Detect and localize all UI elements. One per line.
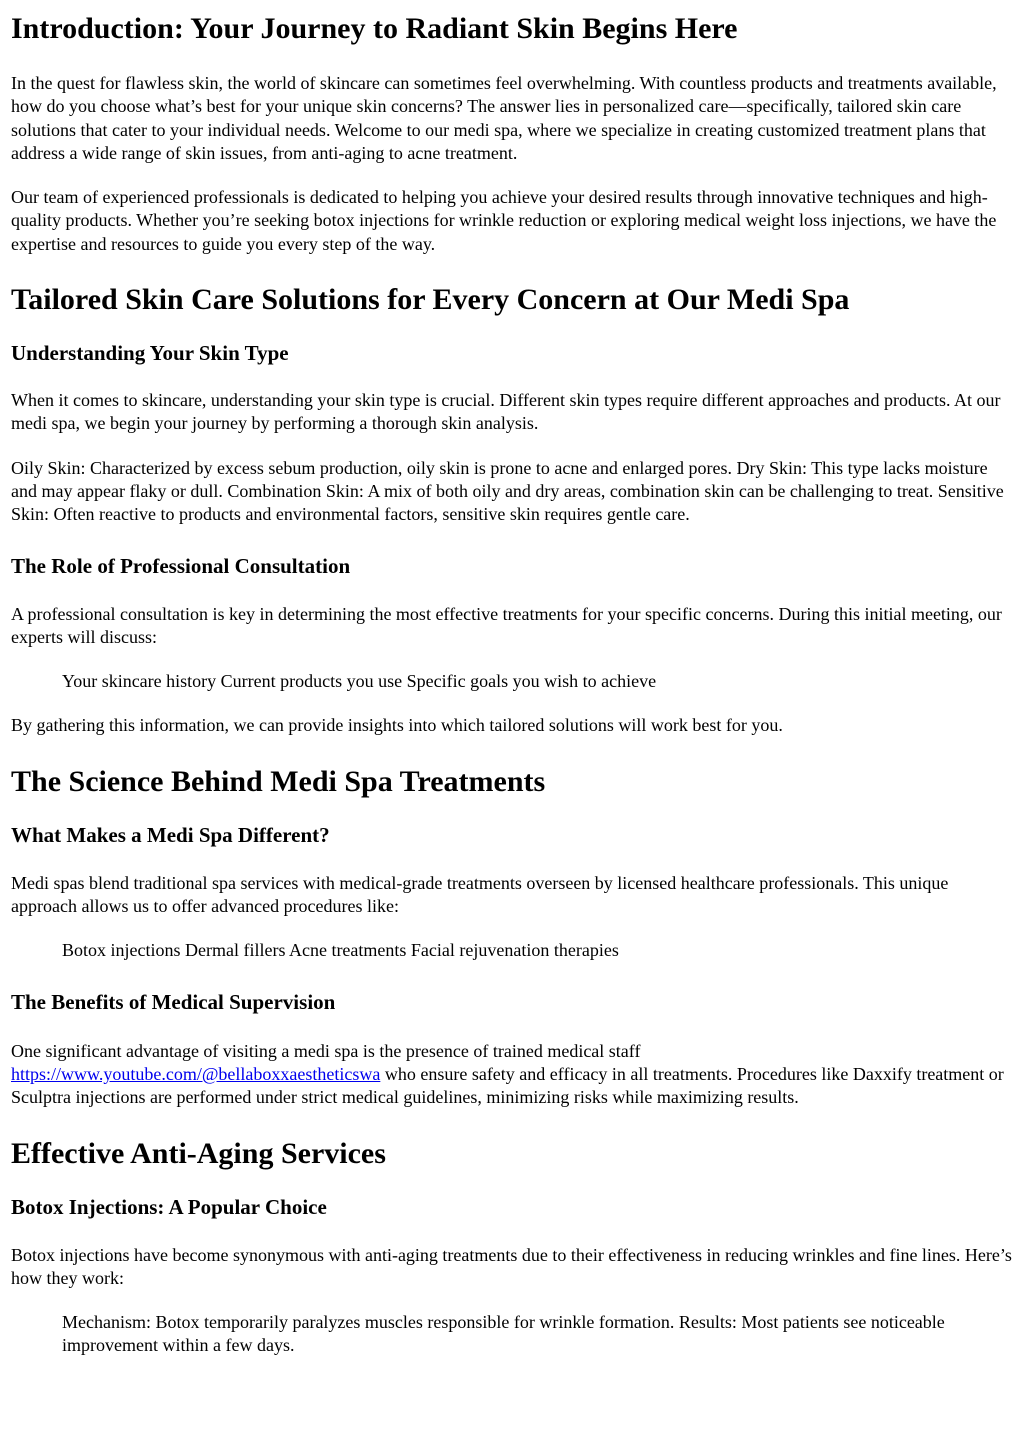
botox-heading: Botox Injections: A Popular Choice [11, 1194, 327, 1219]
consultation-paragraph-1: A professional consultation is key in determining the most effective treatments for your specific concerns. During this initial meeting, our experts will discuss: [11, 603, 1002, 647]
consultation-heading: The Role of Professional Consultation [11, 553, 351, 578]
different-heading: What Makes a Medi Spa Different? [11, 822, 330, 847]
benefits-text-before: One significant advantage of visiting a medi spa is the presence of trained medical staff [11, 1040, 641, 1061]
benefits-paragraph [11, 1040, 1013, 1110]
benefits-text-after: who ensure safety and efficacy in all treatments. Procedures like Daxxify treatment or Sculptra injections are performed under strict medical guidelines, minimizing risks while maximizing results. [11, 1063, 1004, 1108]
intro-paragraph-2: Our team of experienced professionals is dedicated to helping you achieve your desired results through innovative techniques and high-quality products. Whether you’re seeking botox injections for wrinkle reduction or exploring medical weight loss injections, we have the expertise and resources to guide you every step of the way. [11, 187, 997, 254]
youtube-link[interactable]: https://www.youtube.com/@bellaboxxaestheticswa [11, 1063, 381, 1084]
procedures-list: Botox injections Dermal fillers Acne treatments Facial rejuvenation therapies [62, 940, 619, 961]
intro-heading: Introduction: Your Journey to Radiant Skin Begins Here [11, 12, 738, 45]
different-paragraph: Medi spas blend traditional spa services with medical-grade treatments overseen by licensed healthcare professionals. This unique approach allows us to offer advanced procedures like: [11, 872, 949, 917]
tailored-heading: Tailored Skin Care Solutions for Every Concern at Our Medi Spa [11, 283, 850, 317]
antiaging-heading: Effective Anti-Aging Services [11, 1136, 386, 1170]
botox-list: Mechanism: Botox temporarily paralyzes muscles responsible for wrinkle formation. Results: Most patients see noticeable improvement within a few days. [62, 1312, 945, 1356]
benefits-heading: The Benefits of Medical Supervision [11, 989, 336, 1014]
skin-type-heading: Understanding Your Skin Type [11, 341, 289, 366]
consultation-list: Your skincare history Current products you use Specific goals you wish to achieve [62, 671, 657, 692]
intro-paragraph-1: In the quest for flawless skin, the world of skincare can sometimes feel overwhelming. With countless products and treatments available, how do you choose what’s best for your unique skin concerns? The answer lies in personalized care—specifically, tailored skin care solutions that cater to your individual needs. Welcome to our medi spa, where we specialize in creating customized treatment plans that address a wide range of skin issues, from anti-aging to acne treatment. [11, 73, 997, 163]
science-heading: The Science Behind Medi Spa Treatments [11, 764, 546, 798]
skin-type-paragraph-1: When it comes to skincare, understanding your skin type is crucial. Different skin types require different approaches and products. At our medi spa, we begin your journey by performing a thorough skin analysis. [11, 390, 1001, 434]
consultation-paragraph-2: By gathering this information, we can provide insights into which tailored solutions will work best for you. [11, 715, 783, 736]
skin-type-paragraph-2: Oily Skin: Characterized by excess sebum production, oily skin is prone to acne and enlarged pores. Dry Skin: This type lacks moisture and may appear flaky or dull. Combination Skin: A mix of both oily and dry areas, combination skin can be challenging to treat. Sensitive Skin: Often reactive to products and environmental factors, sensitive skin requires gentle care. [11, 457, 1004, 525]
botox-paragraph: Botox injections have become synonymous with anti-aging treatments due to their effectiveness in reducing wrinkles and fine lines. Here’s how they work: [11, 1244, 1012, 1288]
